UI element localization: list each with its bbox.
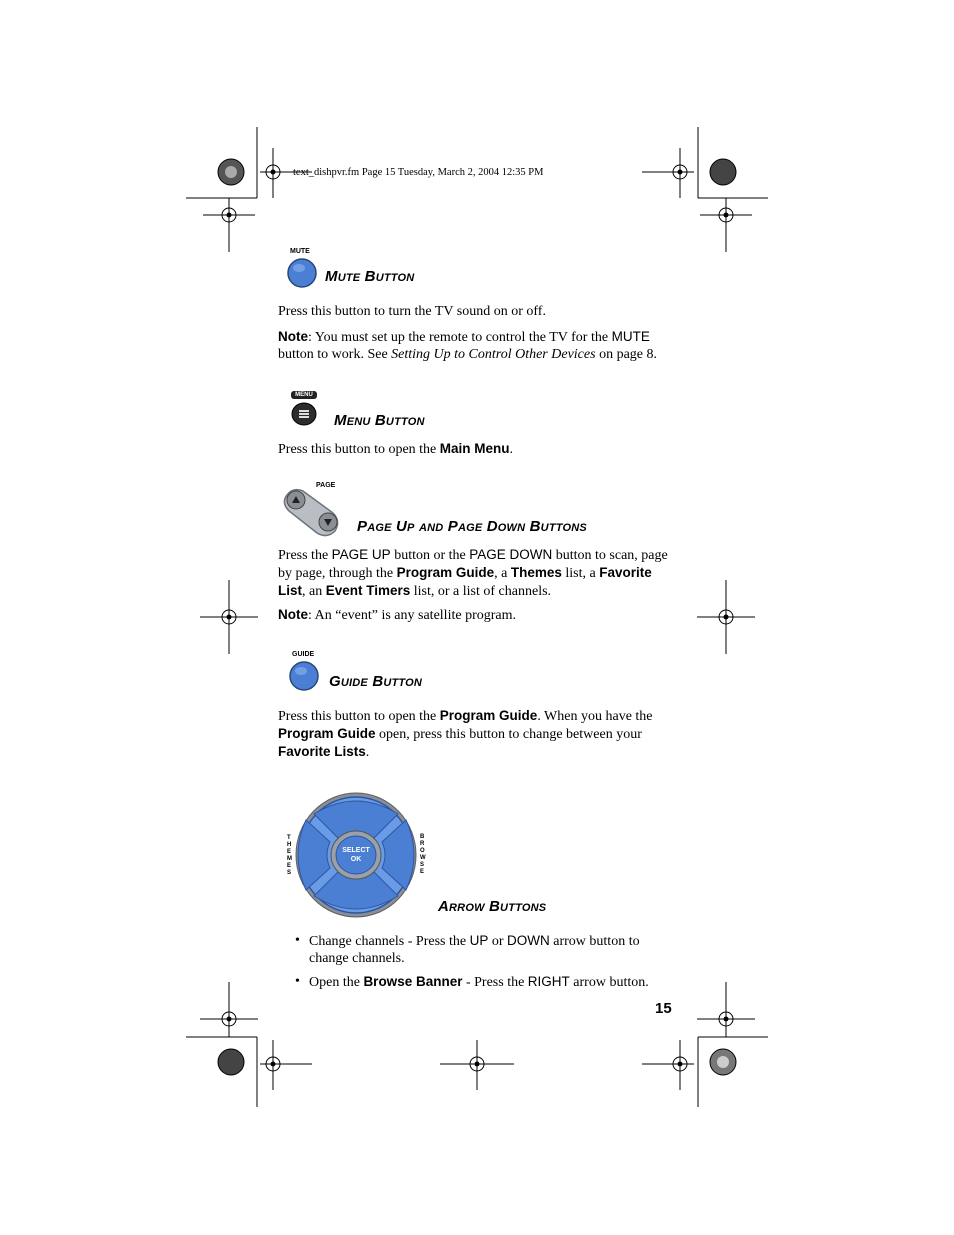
menu-description: Press this button to open the Main Menu. — [278, 441, 514, 457]
mute-description: Press this button to turn the TV sound on or off. — [278, 304, 546, 319]
guide-button-icon: GUIDE — [288, 650, 320, 692]
file-info-header: text_dishpvr.fm Page 15 Tuesday, March 2, 2004 12:35 PM — [293, 167, 544, 178]
page-note: Note: An “event” is any satellite program. — [278, 607, 516, 623]
page-button-icon: PAGE — [281, 481, 345, 539]
guide-button-heading: Guide Button — [329, 673, 423, 690]
menu-button-heading: Menu Button — [334, 412, 425, 429]
menu-button-icon: MENU — [288, 391, 320, 427]
page-buttons-heading: Page Up and Page Down Buttons — [357, 518, 587, 535]
page-number: 15 — [655, 1000, 672, 1017]
list-item: • Open the Browse Banner - Press the RIGHT arrow button. — [295, 974, 649, 990]
mute-button-icon: MUTE — [286, 247, 318, 289]
arrow-buttons-heading: Arrow Buttons — [438, 898, 547, 915]
arrow-bullet-list — [278, 932, 678, 997]
guide-description: Press this button to open the Program Guide. When you have the Program Guide open, press this button to change between your Favorite Lists. — [278, 708, 653, 760]
page-description: Press the PAGE UP button or the PAGE DOWN button to scan, page by page, through the Program Guide, a Themes list, a Favorite List, an Event Timers list, or a list of channels. — [278, 547, 668, 599]
mute-note: Note: You must set up the remote to control the TV for the MUTE button to work. See Setting Up to Control Other Devices on page 8. — [278, 329, 657, 362]
mute-button-heading: Mute Button — [325, 268, 415, 285]
arrow-pad-icon: SELECT OK THEMES BROWSE — [284, 792, 434, 920]
list-item: • Change channels - Press the UP or DOWN arrow button to change channels. — [295, 933, 640, 966]
